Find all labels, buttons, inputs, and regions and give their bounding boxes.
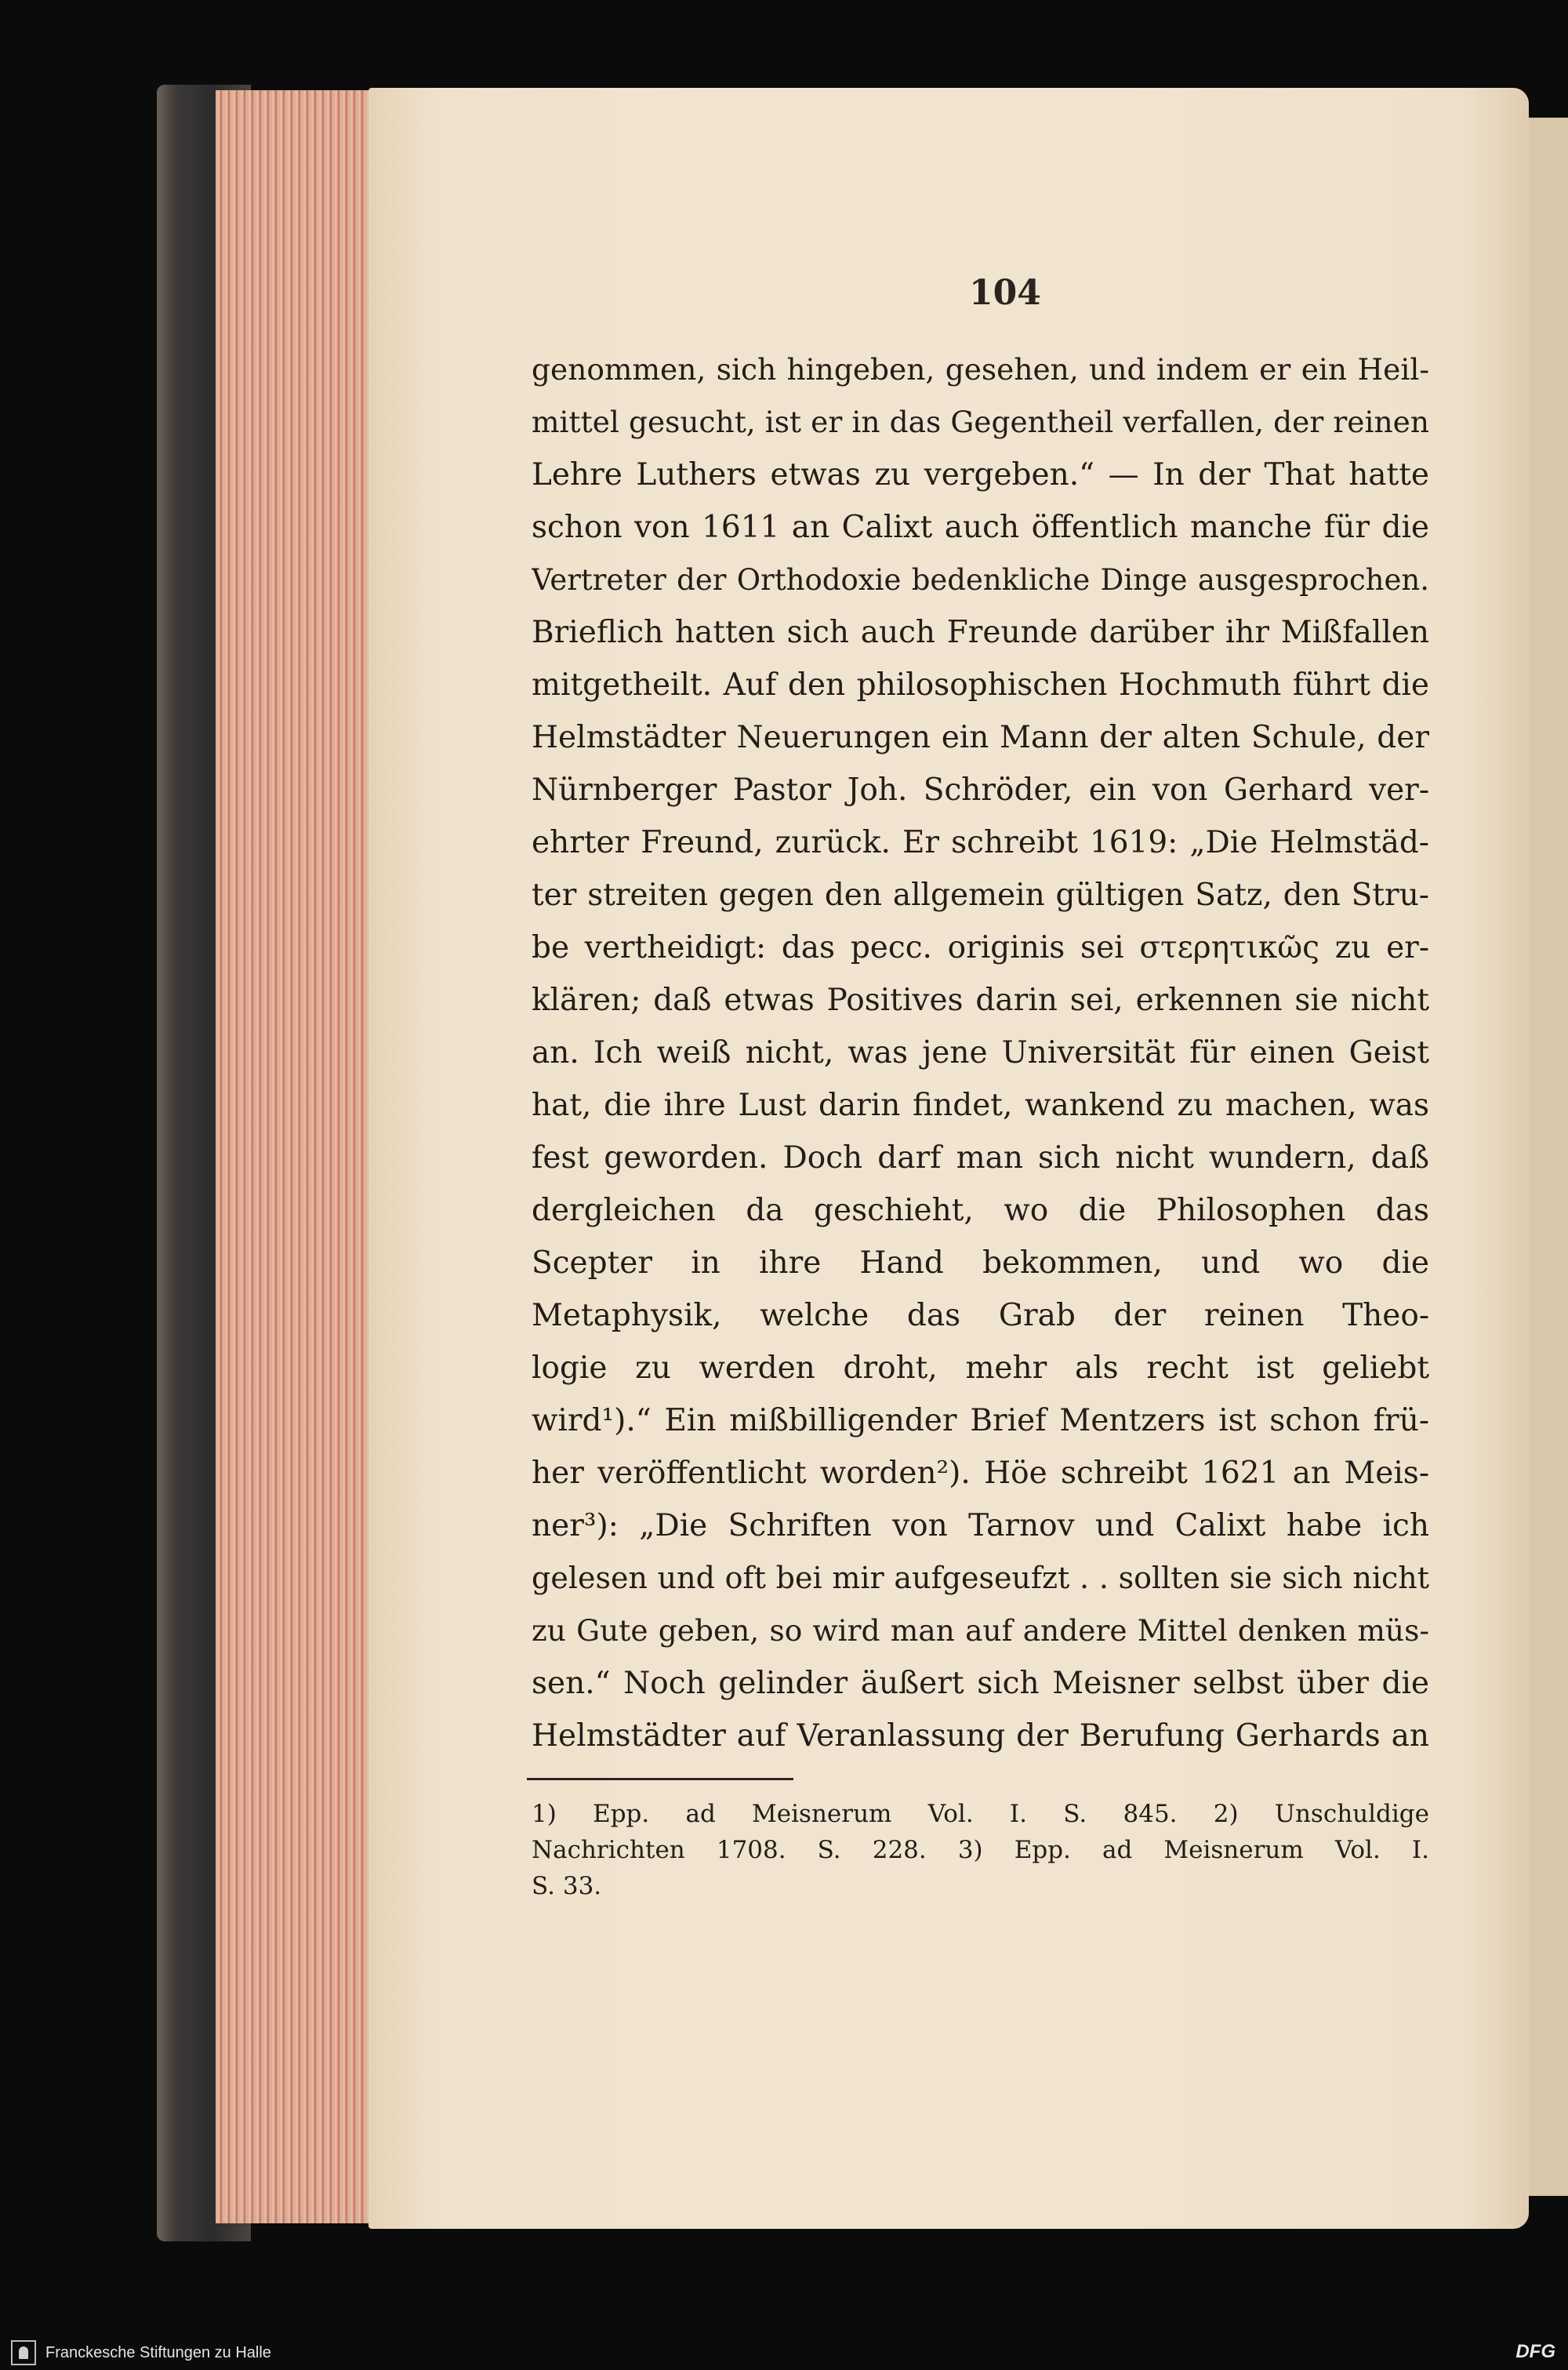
text-line: ehrter Freund, zurück. Er schreibt 1619: „Die Helmstäd-: [532, 825, 1429, 860]
page-edges: [216, 90, 388, 2223]
text-line: logie zu werden droht, mehr als recht ist geliebt: [532, 1350, 1429, 1386]
text-line: ter streiten gegen den allgemein gültigen Satz, den Stru-: [532, 878, 1429, 913]
text-line: dergleichen da geschieht, wo die Philosophen das: [532, 1193, 1429, 1228]
text-line: gelesen und oft bei mir aufgeseufzt . . sollten sie sich nicht: [532, 1561, 1429, 1595]
body-text: [532, 344, 1429, 1762]
facing-page-edge: [1529, 118, 1568, 2196]
text-line: Brieflich hatten sich auch Freunde darüber ihr Mißfallen: [532, 615, 1429, 650]
text-line: be vertheidigt: das pecc. originis sei στερητικῶς zu er-: [532, 930, 1429, 965]
text-line: wird¹).“ Ein mißbilligender Brief Mentzers ist schon frü-: [532, 1403, 1429, 1438]
text-line: mittel gesucht, ist er in das Gegentheil verfallen, der reinen: [532, 405, 1429, 439]
text-line: an. Ich weiß nicht, was jene Universität für einen Geist: [532, 1035, 1429, 1070]
footnote-line: 1) Epp. ad Meisnerum Vol. I. S. 845. 2) Unschuldige: [532, 1800, 1429, 1828]
institution-name: Franckesche Stiftungen zu Halle: [45, 2343, 271, 2361]
dfg-logo: DFG: [1515, 2341, 1555, 2362]
text-line: Nürnberger Pastor Joh. Schröder, ein von Gerhard ver-: [532, 772, 1429, 808]
text-line: mitgetheilt. Auf den philosophischen Hochmuth führt die: [532, 667, 1429, 703]
text-line: Helmstädter auf Veranlassung der Berufung Gerhards an: [532, 1718, 1429, 1754]
text-line: Vertreter der Orthodoxie bedenkliche Dinge ausgesprochen.: [532, 563, 1429, 597]
text-line: Scepter in ihre Hand bekommen, und wo die: [532, 1245, 1429, 1281]
footnote-line: Nachrichten 1708. S. 228. 3) Epp. ad Meisnerum Vol. I.: [532, 1836, 1429, 1864]
footnote-line: S. 33.: [532, 1872, 602, 1900]
footnote-divider: [527, 1778, 793, 1780]
text-line: Metaphysik, welche das Grab der reinen Theo-: [532, 1298, 1429, 1333]
text-line: her veröffentlicht worden²). Höe schreibt 1621 an Meis-: [532, 1456, 1429, 1491]
institution-logo-icon: [11, 2340, 36, 2365]
footer-bar: [0, 2335, 1568, 2370]
text-line: genommen, sich hingeben, gesehen, und indem er ein Heil-: [532, 352, 1429, 387]
text-line: fest geworden. Doch darf man sich nicht wundern, daß: [532, 1140, 1429, 1176]
text-line: klären; daß etwas Positives darin sei, erkennen sie nicht: [532, 983, 1429, 1018]
text-line: Helmstädter Neuerungen ein Mann der alten Schule, der: [532, 720, 1429, 755]
text-line: zu Gute geben, so wird man auf andere Mittel denken müs-: [532, 1613, 1429, 1648]
text-line: Lehre Luthers etwas zu vergeben.“ — In der That hatte: [532, 457, 1429, 493]
footnotes: [532, 1796, 1429, 1904]
text-line: sen.“ Noch gelinder äußert sich Meisner selbst über die: [532, 1666, 1429, 1701]
text-line: ner³): „Die Schriften von Tarnov und Calixt habe ich: [532, 1508, 1429, 1543]
text-line: hat, die ihre Lust darin findet, wankend zu machen, was: [532, 1088, 1429, 1123]
text-line: schon von 1611 an Calixt auch öffentlich manche für die: [532, 510, 1429, 545]
